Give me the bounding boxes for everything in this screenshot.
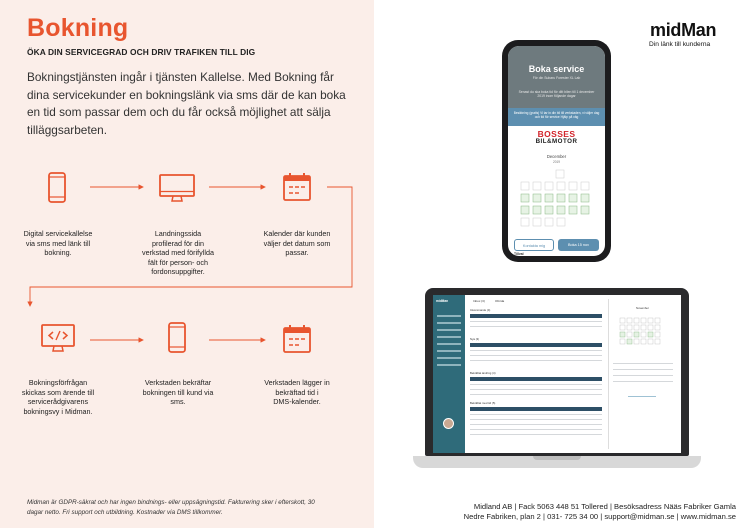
- phone-calendar-grid[interactable]: [508, 168, 605, 230]
- table-row[interactable]: [470, 394, 602, 395]
- phone-mockup: [502, 40, 611, 262]
- table-header: [470, 407, 602, 411]
- step-3-text: Kalender där kunden väljer det datum som passar.: [263, 229, 331, 258]
- sidebar-item[interactable]: [437, 343, 461, 345]
- step-4-text: Bokningsförfrågan skickas som ärende till servicerådgivarens bokningsvy i Midman.: [21, 378, 95, 416]
- contact-me-button[interactable]: Kontakta mig: [514, 239, 554, 251]
- calendar-row-3: [521, 194, 589, 202]
- table-header: [470, 314, 602, 318]
- phone-footer-label: Tillval: [514, 252, 524, 256]
- table-row[interactable]: [470, 429, 602, 430]
- phone-notice: Senast du ska boka tid för ditt bilen till 1 december 2019 inom följande dagar: [518, 90, 595, 98]
- sidebar-item[interactable]: [437, 315, 461, 317]
- mobile-phone-icon: [167, 322, 189, 354]
- avatar[interactable]: [443, 418, 454, 429]
- sidebar-item[interactable]: [437, 350, 461, 352]
- contact-line-1: Midland AB | Fack 5063 448 51 Tollered | Besöksadress Nääs Fabriker Gamla: [473, 502, 736, 511]
- page-title: Bokning: [27, 14, 129, 42]
- right-panel-divider: [608, 299, 609, 449]
- section-label: Inkommande (4): [470, 308, 491, 312]
- table-row[interactable]: [470, 434, 602, 435]
- phone-title: Boka service: [528, 64, 585, 74]
- app-sidebar: [433, 295, 465, 453]
- midman-logo: midMan: [650, 20, 717, 40]
- table-header: [470, 377, 602, 381]
- step-5-text: Verkstaden bekräftar bokningen till kund via sms.: [142, 378, 214, 407]
- table-row[interactable]: [470, 389, 602, 390]
- logo-tagline: Din länk till kunderna: [649, 41, 711, 48]
- table-header: [470, 343, 602, 347]
- calendar-row-4: [521, 206, 589, 214]
- laptop-notch: [533, 456, 581, 460]
- table-row[interactable]: [470, 360, 602, 361]
- mini-calendar[interactable]: [615, 313, 675, 353]
- sidebar-item[interactable]: [437, 357, 461, 359]
- phone-banner-text: Besiktning (gratis) Vi tar in din bil till verkstaden, vi väljer dag och tid för service Hjälp på väg: [513, 111, 600, 120]
- calendar-row-5: [521, 218, 565, 226]
- calendar-row-2: [521, 182, 589, 190]
- calendar-row-1: [556, 170, 564, 178]
- page-subtitle: ÖKA DIN SERVICEGRAD OCH DRIV TRAFIKEN TILL DIG: [27, 47, 256, 57]
- calendar-title: November: [636, 306, 649, 310]
- section-label: Bekräftat ändring (4): [470, 371, 496, 375]
- mobile-phone-icon: [47, 172, 69, 204]
- step-6-text: Verkstaden lägger in bekräftad tid i DMS-kalender.: [264, 378, 330, 407]
- sidebar-item[interactable]: [437, 329, 461, 331]
- table-row[interactable]: [470, 414, 602, 415]
- intro-paragraph: Bokningstjänsten ingår i tjänsten Kallelse. Med Bokning får dina servicekunder en bokningslänk via sms där de kan boka en tid som passar dem och du får också möjlighet att sälja tilläggsarbeten.: [27, 70, 346, 137]
- table-row[interactable]: [470, 424, 602, 425]
- desktop-monitor-icon: [159, 174, 195, 204]
- table-row[interactable]: [470, 321, 602, 322]
- workshop-brand-logo: BOSSES BIL&MOTOR: [535, 129, 578, 145]
- tab-unread[interactable]: Oförda: [495, 299, 505, 303]
- section-label: Bekräftat med tid (5): [470, 401, 496, 405]
- sidebar-logo: midMan: [436, 299, 449, 303]
- table-row[interactable]: [470, 355, 602, 356]
- calendar-year: 2019: [552, 160, 561, 164]
- table-row[interactable]: [470, 350, 602, 351]
- book-button[interactable]: Boka 15 nov: [558, 239, 599, 251]
- sidebar-item[interactable]: [437, 364, 461, 366]
- sidebar-item[interactable]: [437, 336, 461, 338]
- step-2-text: Landningssida profilerad för din verkstad med förifyllda fält för person- och fordonsuppgifter.: [142, 229, 214, 277]
- detail-row: [613, 369, 673, 370]
- detail-row: [613, 363, 673, 364]
- step-1-text: Digital servicekallelse via sms med länk till bokning.: [23, 229, 93, 258]
- detail-row: [613, 375, 673, 376]
- detail-row: [628, 396, 656, 397]
- phone-subtitle: För din Subaru Forester XL Lab: [532, 76, 581, 80]
- table-row[interactable]: [470, 326, 602, 327]
- section-label: Nya (3): [470, 337, 480, 341]
- calendar-icon: [283, 172, 311, 202]
- sidebar-item[interactable]: [437, 322, 461, 324]
- phone-screen: [508, 46, 605, 256]
- code-screen-icon: [41, 324, 75, 354]
- mini-calendar-cells: [620, 318, 660, 344]
- table-row[interactable]: [470, 384, 602, 385]
- contact-line-2: Nedre Fabriken, plan 2 | 031- 725 34 00 | support@midman.se | www.midman.se: [463, 512, 736, 521]
- calendar-month: December: [546, 154, 567, 159]
- table-row[interactable]: [470, 419, 602, 420]
- calendar-icon: [283, 324, 311, 354]
- detail-row: [613, 381, 673, 382]
- tab-inbox[interactable]: Inbox (3): [473, 299, 485, 303]
- footnote: Midman är GDPR-säkrat och har ingen bindnings- eller uppsägningstid. Fakturering sker i efterskott, 30 dagar netto. Fri support och utbildning. Kostnader via DMS tillkommer.: [27, 499, 315, 516]
- laptop-screen: [433, 295, 681, 453]
